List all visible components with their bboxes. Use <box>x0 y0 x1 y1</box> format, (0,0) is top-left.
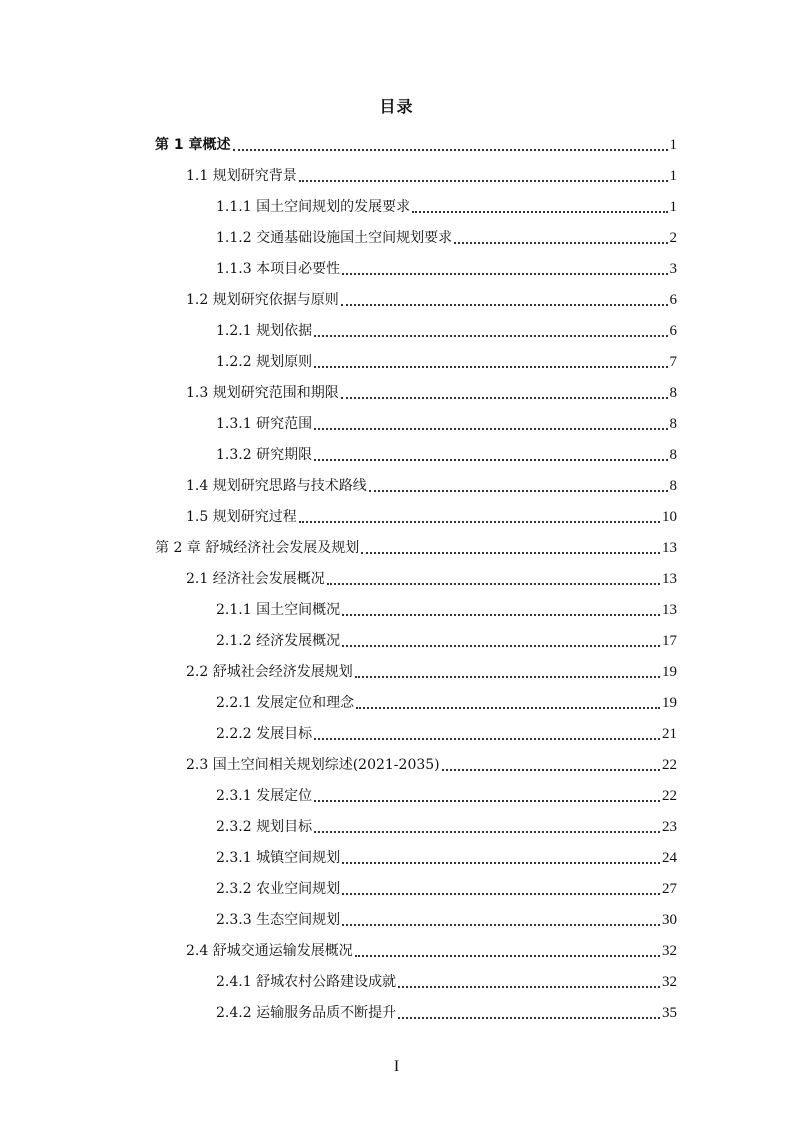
toc-leader-dots <box>342 848 660 868</box>
toc-entry-1-3-1[interactable] <box>0 408 793 439</box>
toc-entry-2-3-3[interactable] <box>0 904 793 935</box>
toc-entry-text: 1.3 规划研究范围和期限 <box>186 384 339 401</box>
toc-entry-2-1-1[interactable] <box>0 594 793 625</box>
table-of-contents <box>0 129 793 1028</box>
toc-entry-2-3-1-urban[interactable] <box>0 842 793 873</box>
toc-entry-text: 2.1.2 经济发展概况 <box>216 632 341 649</box>
toc-entry-page: 17 <box>662 632 677 649</box>
toc-leader-dots <box>314 817 660 837</box>
toc-leader-dots <box>233 135 668 155</box>
toc-entry-text: 第 2 章 舒城经济社会发展及规划 <box>155 539 360 556</box>
toc-leader-dots <box>342 600 660 620</box>
toc-entry-2-3-1[interactable] <box>0 780 793 811</box>
toc-entry-1-4[interactable] <box>0 470 793 501</box>
toc-entry-page: 22 <box>662 787 677 804</box>
toc-entry-page: 13 <box>662 539 677 556</box>
toc-leader-dots <box>314 445 667 465</box>
toc-entry-page: 1 <box>669 198 677 215</box>
toc-entry-1-1[interactable] <box>0 160 793 191</box>
toc-entry-text: 1.1.1 国土空间规划的发展要求 <box>216 198 411 215</box>
toc-leader-dots <box>299 507 660 527</box>
toc-entry-page: 32 <box>662 942 677 959</box>
toc-entry-1-1-2[interactable] <box>0 222 793 253</box>
toc-entry-2-1-2[interactable] <box>0 625 793 656</box>
toc-leader-dots <box>355 941 660 961</box>
toc-entry-page: 7 <box>669 353 677 370</box>
toc-entry-2-3-2-agri[interactable] <box>0 873 793 904</box>
toc-entry-text: 2.3.3 生态空间规划 <box>216 911 341 928</box>
toc-entry-text: 1.3.2 研究期限 <box>216 446 313 463</box>
toc-entry-text: 2.2.2 发展目标 <box>216 725 313 742</box>
toc-entry-page: 2 <box>669 229 677 246</box>
toc-entry-2-3-2[interactable] <box>0 811 793 842</box>
toc-entry-text: 1.2.2 规划原则 <box>216 353 313 370</box>
toc-title: 目录 <box>379 97 414 116</box>
toc-entry-text: 1.1.2 交通基础设施国土空间规划要求 <box>216 229 453 246</box>
toc-entry-text: 2.4.1 舒城农村公路建设成就 <box>216 973 397 990</box>
toc-leader-dots <box>341 383 668 403</box>
toc-entry-page: 8 <box>669 415 677 432</box>
toc-entry-page: 27 <box>662 880 677 897</box>
toc-leader-dots <box>314 321 667 341</box>
toc-leader-dots <box>314 414 667 434</box>
toc-entry-page: 21 <box>662 725 677 742</box>
toc-leader-dots <box>398 1003 660 1023</box>
toc-entry-page: 19 <box>662 663 677 680</box>
toc-entry-2-2[interactable] <box>0 656 793 687</box>
toc-entry-2-2-1[interactable] <box>0 687 793 718</box>
toc-entry-page: 35 <box>662 1004 677 1021</box>
toc-entry-page: 6 <box>669 322 677 339</box>
toc-entry-page: 1 <box>669 136 677 153</box>
toc-entry-2-3[interactable] <box>0 749 793 780</box>
toc-entry-text: 2.1.1 国土空间概况 <box>216 601 341 618</box>
toc-entry-text: 1.4 规划研究思路与技术路线 <box>186 477 367 494</box>
toc-leader-dots <box>314 724 660 744</box>
toc-entry-page: 22 <box>662 756 677 773</box>
toc-entry-page: 13 <box>662 570 677 587</box>
toc-leader-dots <box>342 259 667 279</box>
toc-entry-text: 2.3.2 规划目标 <box>216 818 313 835</box>
toc-entry-page: 3 <box>669 260 677 277</box>
toc-entry-1-1-1[interactable] <box>0 191 793 222</box>
toc-entry-page: 23 <box>662 818 677 835</box>
toc-entry-1-2[interactable] <box>0 284 793 315</box>
toc-entry-text: 1.1.3 本项目必要性 <box>216 260 341 277</box>
toc-entry-page: 1 <box>669 167 677 184</box>
toc-entry-text: 1.2 规划研究依据与原则 <box>186 291 339 308</box>
toc-entry-chapter-2[interactable] <box>0 532 793 563</box>
toc-entry-text: 2.2 舒城社会经济发展规划 <box>186 663 353 680</box>
toc-entry-page: 19 <box>662 694 677 711</box>
toc-entry-page: 6 <box>669 291 677 308</box>
toc-leader-dots <box>361 538 660 558</box>
toc-entry-1-3[interactable] <box>0 377 793 408</box>
toc-entry-text: 2.3.1 城镇空间规划 <box>216 849 341 866</box>
toc-entry-2-2-2[interactable] <box>0 718 793 749</box>
toc-leader-dots <box>341 290 668 310</box>
toc-entry-text: 1.3.1 研究范围 <box>216 415 313 432</box>
toc-entry-text: 2.3.2 农业空间规划 <box>216 880 341 897</box>
toc-leader-dots <box>356 693 660 713</box>
toc-leader-dots <box>314 786 660 806</box>
toc-leader-dots <box>442 755 660 775</box>
toc-entry-2-1[interactable] <box>0 563 793 594</box>
toc-entry-1-2-2[interactable] <box>0 346 793 377</box>
toc-entry-2-4-2[interactable] <box>0 997 793 1028</box>
toc-leader-dots <box>454 228 667 248</box>
toc-entry-page: 30 <box>662 911 677 928</box>
toc-entry-text: 2.2.1 发展定位和理念 <box>216 694 355 711</box>
toc-leader-dots <box>412 197 667 217</box>
toc-entry-text: 2.4.2 运输服务品质不断提升 <box>216 1004 397 1021</box>
toc-entry-1-2-1[interactable] <box>0 315 793 346</box>
toc-entry-text: 1.1 规划研究背景 <box>186 167 297 184</box>
toc-leader-dots <box>314 352 667 372</box>
toc-entry-text: 1.2.1 规划依据 <box>216 322 313 339</box>
page-number: I <box>393 1058 400 1075</box>
toc-entry-1-5[interactable] <box>0 501 793 532</box>
toc-entry-page: 8 <box>669 384 677 401</box>
toc-entry-1-1-3[interactable] <box>0 253 793 284</box>
toc-entry-text: 2.3.1 发展定位 <box>216 787 313 804</box>
toc-entry-text: 第 1 章概述 <box>155 136 231 153</box>
toc-entry-page: 8 <box>669 477 677 494</box>
toc-entry-page: 10 <box>662 508 677 525</box>
toc-leader-dots <box>327 569 660 589</box>
toc-leader-dots <box>342 910 660 930</box>
toc-entry-text: 2.4 舒城交通运输发展概况 <box>186 942 353 959</box>
toc-leader-dots <box>342 879 660 899</box>
toc-entry-text: 2.1 经济社会发展概况 <box>186 570 325 587</box>
toc-entry-text: 1.5 规划研究过程 <box>186 508 297 525</box>
toc-leader-dots <box>355 662 660 682</box>
toc-entry-page: 24 <box>662 849 677 866</box>
toc-entry-page: 13 <box>662 601 677 618</box>
toc-entry-2-4[interactable] <box>0 935 793 966</box>
toc-entry-text: 2.3 国土空间相关规划综述(2021-2035) <box>186 756 440 773</box>
toc-entry-2-4-1[interactable] <box>0 966 793 997</box>
toc-entry-chapter-1[interactable] <box>0 129 793 160</box>
toc-leader-dots <box>369 476 668 496</box>
toc-leader-dots <box>398 972 660 992</box>
toc-entry-1-3-2[interactable] <box>0 439 793 470</box>
toc-entry-page: 32 <box>662 973 677 990</box>
toc-leader-dots <box>342 631 660 651</box>
toc-entry-page: 8 <box>669 446 677 463</box>
toc-leader-dots <box>299 166 668 186</box>
